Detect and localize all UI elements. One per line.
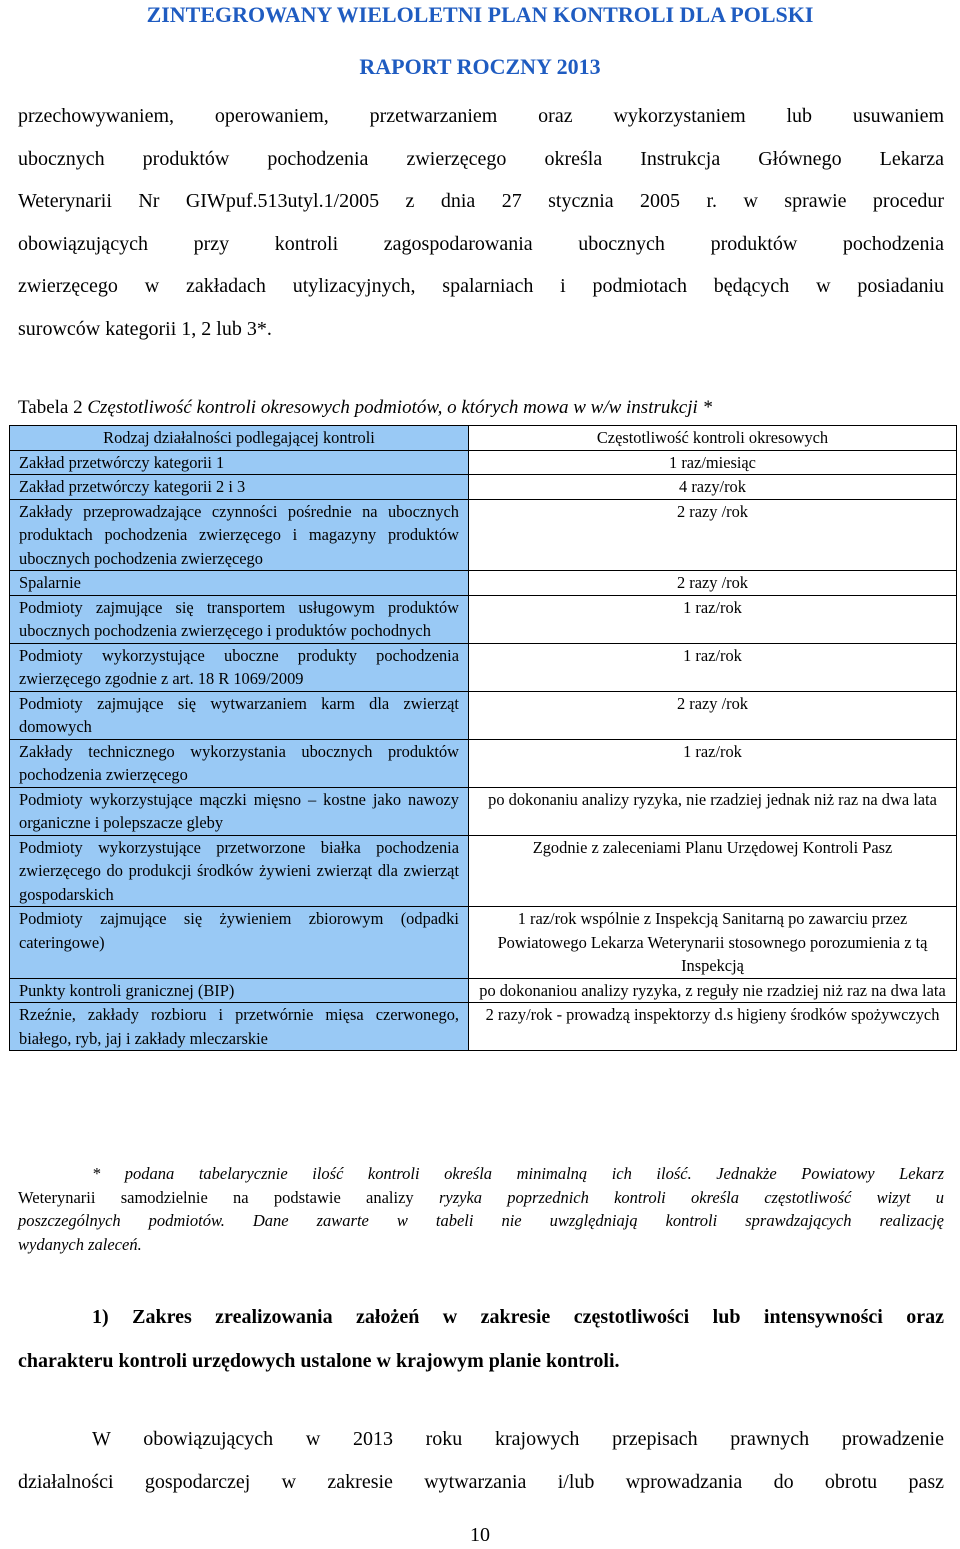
- activity-cell: Podmioty zajmujące się transportem usługowym produktów ubocznych pochodzenia zwierzęcego i produktów pochodnych: [10, 595, 469, 643]
- frequency-cell: 1 raz/rok: [469, 595, 957, 643]
- table-row: [10, 595, 957, 643]
- section-heading: [18, 1295, 944, 1383]
- table-row: [10, 1003, 957, 1051]
- intro-line: obowiązujących przy kontroli zagospodarowania ubocznych produktów pochodzenia: [18, 232, 944, 255]
- page-number: 10: [470, 1524, 490, 1546]
- frequency-cell: 4 razy/rok: [469, 475, 957, 500]
- table-caption-prefix: Tabela 2: [18, 397, 83, 418]
- intro-line: zwierzęcego w zakładach utylizacyjnych, spalarniach i podmiotach będących w posiadaniu: [18, 275, 944, 298]
- intro-line: Weterynarii Nr GIWpuf.513utyl.1/2005 z dnia 27 stycznia 2005 r. w sprawie procedur: [18, 190, 944, 213]
- table-header-frequency: Częstotliwość kontroli okresowych: [469, 426, 957, 451]
- inspection-frequency-table: [9, 425, 957, 1051]
- closing-paragraph: [18, 1418, 944, 1503]
- closing-line: W obowiązujących w 2013 roku krajowych przepisach prawnych prowadzenie: [92, 1428, 944, 1450]
- footnote-line: poszczególnych podmiotów. Dane zawarte w tabeli nie uwzględniają kontroli sprawdzających realizację: [18, 1211, 944, 1230]
- frequency-cell: 1 raz/miesiąc: [469, 450, 957, 475]
- activity-cell: Punkty kontroli granicznej (BIP): [10, 978, 469, 1003]
- table-row: [10, 739, 957, 787]
- table-row: [10, 907, 957, 979]
- intro-line: ubocznych produktów pochodzenia zwierzęcego określa Instrukcja Głównego Lekarza: [18, 147, 944, 170]
- activity-cell: Zakłady przeprowadzające czynności pośrednie na ubocznych produktach pochodzenia zwierzęcego i magazyny produktów ubocznych pochodzenia zwierzęcego: [10, 499, 469, 571]
- frequency-cell: Zgodnie z zaleceniami Planu Urzędowej Kontroli Pasz: [469, 835, 957, 907]
- footnote-line: * podana tabelarycznie ilość kontroli określa minimalną ich ilość. Jednakże Powiatowy Lekarz: [92, 1164, 944, 1183]
- activity-cell: Zakłady technicznego wykorzystania ubocznych produktów pochodzenia zwierzęcego: [10, 739, 469, 787]
- table-footnote: [18, 1162, 944, 1256]
- activity-cell: Zakład przetwórczy kategorii 2 i 3: [10, 475, 469, 500]
- frequency-cell: 2 razy/rok - prowadzą inspektorzy d.s higieny środków spożywczych: [469, 1003, 957, 1051]
- frequency-cell: po dokonaniou analizy ryzyka, z reguły nie rzadziej niż raz na dwa lata: [469, 978, 957, 1003]
- table-header-activity: Rodzaj działalności podlegającej kontroli: [10, 426, 469, 451]
- footnote-line: wydanych zaleceń.: [18, 1234, 142, 1254]
- activity-cell: Zakład przetwórczy kategorii 1: [10, 450, 469, 475]
- footnote-line: [18, 1186, 944, 1210]
- table-row: [10, 475, 957, 500]
- activity-cell: Podmioty zajmujące się żywieniem zbiorowym (odpadki cateringowe): [10, 907, 469, 979]
- table-row: [10, 499, 957, 571]
- table-header-row: [10, 426, 957, 451]
- activity-cell: Rzeźnie, zakłady rozbioru i przetwórnie mięsa czerwonego, białego, ryb, jaj i zakłady mleczarskie: [10, 1003, 469, 1051]
- table-row: [10, 787, 957, 835]
- footnote-plain-text: Weterynarii samodzielnie na podstawie analizy: [18, 1187, 414, 1207]
- table-row: [10, 691, 957, 739]
- intro-line: przechowywaniem, operowaniem, przetwarzaniem oraz wykorzystaniem lub usuwaniem: [18, 105, 944, 127]
- table-row: [10, 643, 957, 691]
- table-caption-title: Częstotliwość kontroli okresowych podmiotów, o których mowa w w/w instrukcji *: [87, 397, 713, 418]
- report-header-subtitle: RAPORT ROCZNY 2013: [359, 54, 601, 79]
- activity-cell: Podmioty zajmujące się wytwarzaniem karm dla zwierząt domowych: [10, 691, 469, 739]
- closing-line: działalności gospodarczej w zakresie wytwarzania i/lub wprowadzania do obrotu pasz: [18, 1470, 944, 1493]
- section-heading-line: charakteru kontroli urzędowych ustalone w krajowym planie kontroli.: [18, 1350, 620, 1372]
- table-row: [10, 978, 957, 1003]
- table-caption: [18, 397, 712, 419]
- frequency-cell: 1 raz/rok wspólnie z Inspekcją Sanitarną po zawarciu przez Powiatowego Lekarza Weterynarii stosownego porozumienia z tą Inspekcją: [469, 907, 957, 979]
- frequency-cell: 2 razy /rok: [469, 499, 957, 571]
- footnote-italic-text: ryzyka poprzednich kontroli określa częstotliwość wizyt u: [438, 1187, 944, 1207]
- frequency-cell: 1 raz/rok: [469, 739, 957, 787]
- intro-paragraph: [18, 95, 944, 351]
- activity-cell: Podmioty wykorzystujące mączki mięsno – kostne jako nawozy organiczne i polepszacze gleby: [10, 787, 469, 835]
- activity-cell: Podmioty wykorzystujące przetworzone białka pochodzenia zwierzęcego do produkcji środków żywieni zwierząt dla zwierząt gospodarskich: [10, 835, 469, 907]
- table-row: [10, 835, 957, 907]
- table-row: [10, 571, 957, 596]
- table-row: [10, 450, 957, 475]
- activity-cell: Spalarnie: [10, 571, 469, 596]
- report-header-title: ZINTEGROWANY WIELOLETNI PLAN KONTROLI DLA POLSKI: [146, 2, 814, 27]
- frequency-cell: 1 raz/rok: [469, 643, 957, 691]
- section-heading-line: 1) Zakres zrealizowania założeń w zakresie częstotliwości lub intensywności oraz: [92, 1306, 944, 1328]
- activity-cell: Podmioty wykorzystujące uboczne produkty pochodzenia zwierzęcego zgodnie z art. 18 R 1069/2009: [10, 643, 469, 691]
- frequency-cell: 2 razy /rok: [469, 571, 957, 596]
- frequency-cell: 2 razy /rok: [469, 691, 957, 739]
- intro-line: surowców kategorii 1, 2 lub 3*.: [18, 317, 272, 340]
- frequency-cell: po dokonaniu analizy ryzyka, nie rzadziej jednak niż raz na dwa lata: [469, 787, 957, 835]
